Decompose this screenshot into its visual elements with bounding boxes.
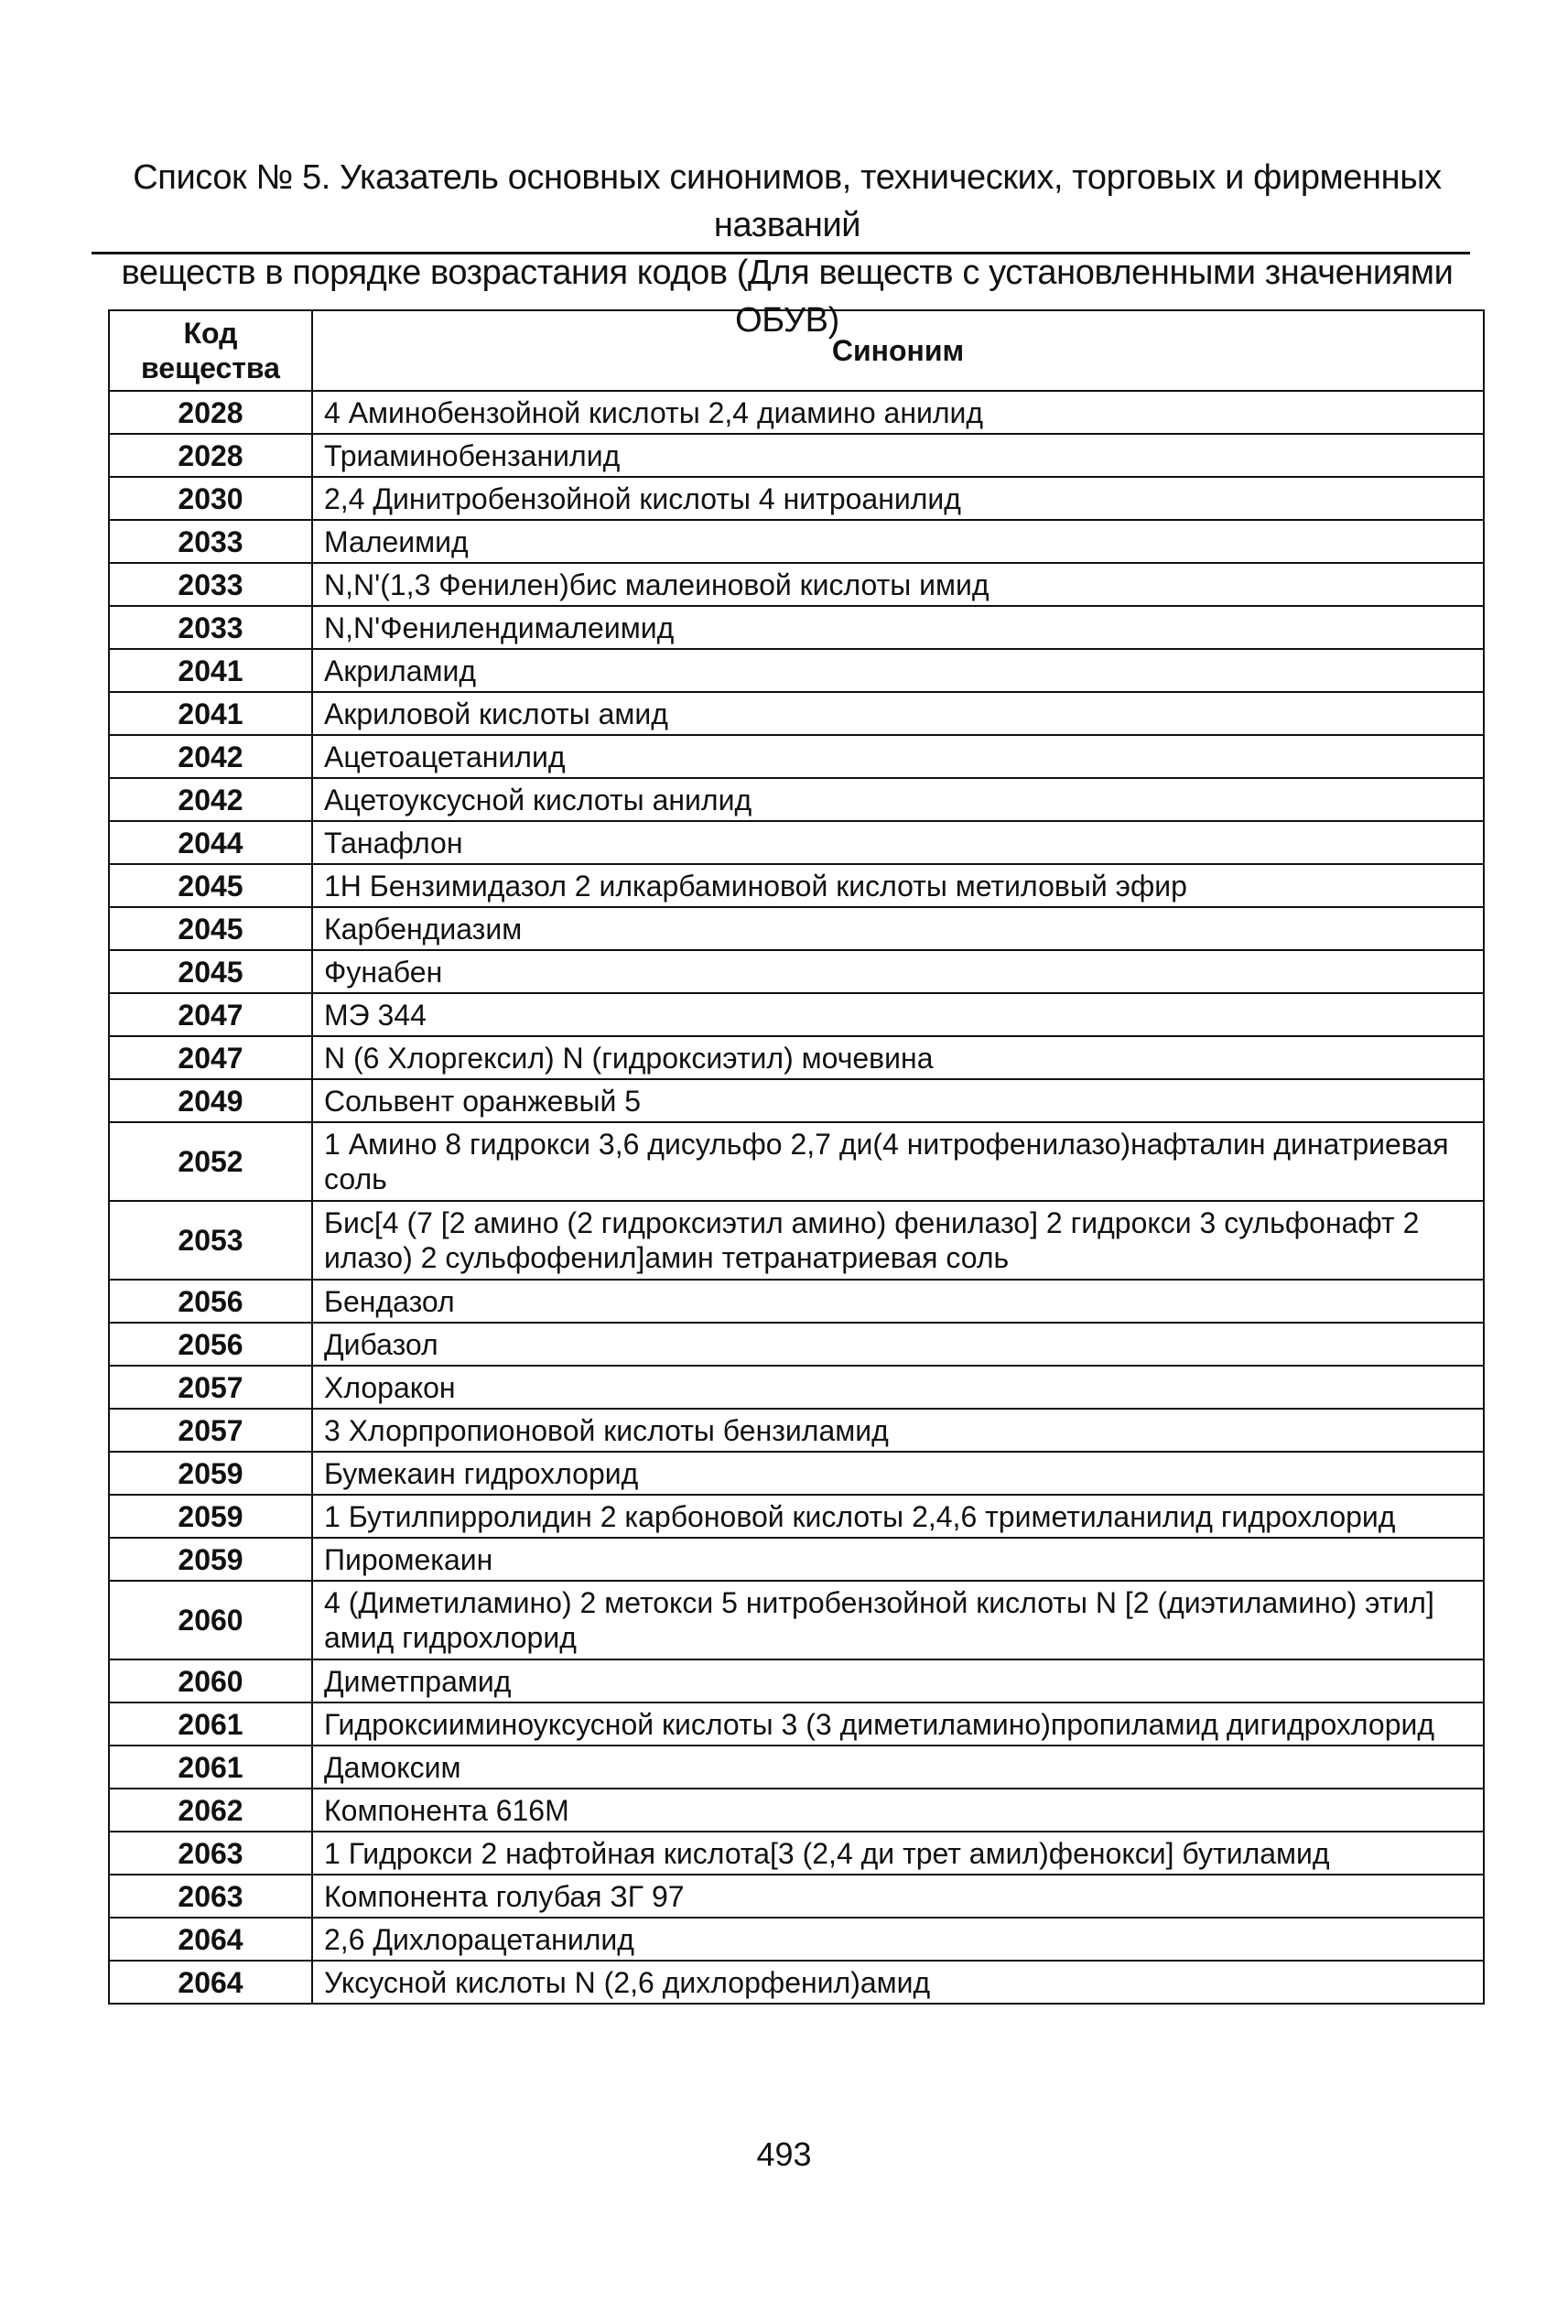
substance-code-cell: 2047 xyxy=(109,1036,312,1079)
substance-code-cell: 2056 xyxy=(109,1280,312,1323)
header-synonym: Синоним xyxy=(312,310,1484,391)
synonym-cell: 4 Аминобензойной кислоты 2,4 диамино анилид xyxy=(312,391,1484,434)
substance-code-cell: 2045 xyxy=(109,907,312,950)
table-row xyxy=(109,1452,1484,1495)
synonyms-table xyxy=(108,309,1485,2005)
table-row xyxy=(109,864,1484,907)
table-row xyxy=(109,950,1484,993)
substance-code-cell: 2045 xyxy=(109,950,312,993)
substance-code-cell: 2057 xyxy=(109,1409,312,1452)
table-row xyxy=(109,1832,1484,1875)
substance-code-cell: 2047 xyxy=(109,993,312,1036)
substance-code-cell: 2033 xyxy=(109,563,312,606)
synonym-cell: Карбендиазим xyxy=(312,907,1484,950)
substance-code-cell: 2063 xyxy=(109,1875,312,1918)
synonym-cell: Пиромекаин xyxy=(312,1538,1484,1581)
substance-code-cell: 2060 xyxy=(109,1659,312,1702)
substance-code-cell: 2042 xyxy=(109,735,312,778)
synonym-cell: 1 Амино 8 гидрокси 3,6 дисульфо 2,7 ди(4 нитрофенилазо)нафталин динатриевая соль xyxy=(312,1122,1484,1201)
header-code: Код вещества xyxy=(109,310,312,391)
synonym-cell: Компонента голубая ЗГ 97 xyxy=(312,1875,1484,1918)
synonym-cell: 4 (Диметиламино) 2 метокси 5 нитробензойной кислоты N [2 (диэтиламино) этил] амид гидрохлорид xyxy=(312,1581,1484,1659)
substance-code-cell: 2042 xyxy=(109,778,312,821)
synonym-cell: Ацетоуксусной кислоты анилид xyxy=(312,778,1484,821)
synonym-cell: Бис[4 (7 [2 амино (2 гидроксиэтил амино) фенилазо] 2 гидрокси 3 сульфонафт 2 илазо) 2 сульфофенил]амин тетранатриевая соль xyxy=(312,1201,1484,1280)
table-row xyxy=(109,1702,1484,1746)
substance-code-cell: 2028 xyxy=(109,434,312,477)
synonym-cell: 2,4 Динитробензойной кислоты 4 нитроанилид xyxy=(312,477,1484,520)
synonym-cell: N,N'(1,3 Фенилен)бис малеиновой кислоты имид xyxy=(312,563,1484,606)
table-body xyxy=(109,391,1484,2004)
table-row xyxy=(109,1875,1484,1918)
synonym-cell: 1Н Бензимидазол 2 илкарбаминовой кислоты метиловый эфир xyxy=(312,864,1484,907)
synonym-cell: 2,6 Дихлорацетанилид xyxy=(312,1918,1484,1961)
substance-code-cell: 2059 xyxy=(109,1452,312,1495)
table-header-row xyxy=(109,310,1484,391)
synonym-cell: Хлоракон xyxy=(312,1366,1484,1409)
synonym-cell: Дибазол xyxy=(312,1323,1484,1366)
synonym-cell: Компонента 616М xyxy=(312,1789,1484,1832)
synonym-cell: МЭ 344 xyxy=(312,993,1484,1036)
table-row xyxy=(109,1918,1484,1961)
table-row xyxy=(109,1961,1484,2004)
substance-code-cell: 2064 xyxy=(109,1918,312,1961)
synonym-cell: Бендазол xyxy=(312,1280,1484,1323)
substance-code-cell: 2041 xyxy=(109,649,312,692)
synonym-cell: N,N'Фенилендималеимид xyxy=(312,606,1484,649)
table-row xyxy=(109,1079,1484,1122)
substance-code-cell: 2041 xyxy=(109,692,312,735)
table-row xyxy=(109,1036,1484,1079)
substance-code-cell: 2060 xyxy=(109,1581,312,1659)
substance-code-cell: 2056 xyxy=(109,1323,312,1366)
heading-underline xyxy=(92,252,1470,254)
table-row xyxy=(109,434,1484,477)
synonym-cell: Фунабен xyxy=(312,950,1484,993)
synonym-cell: 1 Гидрокси 2 нафтойная кислота[3 (2,4 ди трет амил)фенокси] бутиламид xyxy=(312,1832,1484,1875)
substance-code-cell: 2059 xyxy=(109,1538,312,1581)
synonym-cell: Бумекаин гидрохлорид xyxy=(312,1452,1484,1495)
table-row xyxy=(109,1495,1484,1538)
table-row xyxy=(109,1201,1484,1280)
table-row xyxy=(109,1789,1484,1832)
substance-code-cell: 2028 xyxy=(109,391,312,434)
substance-code-cell: 2045 xyxy=(109,864,312,907)
synonym-cell: Ацетоацетанилид xyxy=(312,735,1484,778)
table-row xyxy=(109,735,1484,778)
synonym-cell: N (6 Хлоргексил) N (гидроксиэтил) мочевина xyxy=(312,1036,1484,1079)
table-row xyxy=(109,391,1484,434)
table-row xyxy=(109,778,1484,821)
substance-code-cell: 2057 xyxy=(109,1366,312,1409)
table-row xyxy=(109,692,1484,735)
table-row xyxy=(109,1122,1484,1201)
table-row xyxy=(109,1581,1484,1659)
table-row xyxy=(109,1366,1484,1409)
synonym-cell: Дамоксим xyxy=(312,1746,1484,1789)
synonym-cell: Акриловой кислоты амид xyxy=(312,692,1484,735)
table-row xyxy=(109,1323,1484,1366)
substance-code-cell: 2061 xyxy=(109,1702,312,1746)
synonym-cell: Уксусной кислоты N (2,6 дихлорфенил)амид xyxy=(312,1961,1484,2004)
substance-code-cell: 2063 xyxy=(109,1832,312,1875)
substance-code-cell: 2033 xyxy=(109,606,312,649)
table-row xyxy=(109,907,1484,950)
table-row xyxy=(109,606,1484,649)
synonym-cell: Малеимид xyxy=(312,520,1484,563)
table-row xyxy=(109,1409,1484,1452)
synonym-cell: 1 Бутилпирролидин 2 карбоновой кислоты 2,4,6 триметиланилид гидрохлорид xyxy=(312,1495,1484,1538)
substance-code-cell: 2033 xyxy=(109,520,312,563)
table-row xyxy=(109,649,1484,692)
substance-code-cell: 2053 xyxy=(109,1201,312,1280)
substance-code-cell: 2061 xyxy=(109,1746,312,1789)
heading-line-1: Список № 5. Указатель основных синонимов, технических, торговых и фирменных названий xyxy=(133,158,1442,244)
substance-code-cell: 2062 xyxy=(109,1789,312,1832)
synonym-cell: Сольвент оранжевый 5 xyxy=(312,1079,1484,1122)
table-row xyxy=(109,821,1484,864)
substance-code-cell: 2059 xyxy=(109,1495,312,1538)
table-row xyxy=(109,1746,1484,1789)
substance-code-cell: 2064 xyxy=(109,1961,312,2004)
table-row xyxy=(109,1280,1484,1323)
heading-line-2: веществ в порядке возрастания кодов (Для веществ с установленными значениями ОБУВ) xyxy=(121,254,1454,340)
table-row xyxy=(109,993,1484,1036)
synonym-cell: 3 Хлорпропионовой кислоты бензиламид xyxy=(312,1409,1484,1452)
substance-code-cell: 2049 xyxy=(109,1079,312,1122)
table-row xyxy=(109,1538,1484,1581)
synonym-cell: Триаминобензанилид xyxy=(312,434,1484,477)
table-row xyxy=(109,520,1484,563)
table-row xyxy=(109,1659,1484,1702)
table-row xyxy=(109,563,1484,606)
substance-code-cell: 2030 xyxy=(109,477,312,520)
page-number: 493 xyxy=(756,2135,812,2173)
synonym-cell: Акриламид xyxy=(312,649,1484,692)
substance-code-cell: 2052 xyxy=(109,1122,312,1201)
synonym-cell: Танафлон xyxy=(312,821,1484,864)
substance-code-cell: 2044 xyxy=(109,821,312,864)
synonym-cell: Гидроксииминоуксусной кислоты 3 (3 диметиламино)пропиламид дигидрохлорид xyxy=(312,1702,1484,1746)
table-row xyxy=(109,477,1484,520)
synonym-cell: Диметпрамид xyxy=(312,1659,1484,1702)
